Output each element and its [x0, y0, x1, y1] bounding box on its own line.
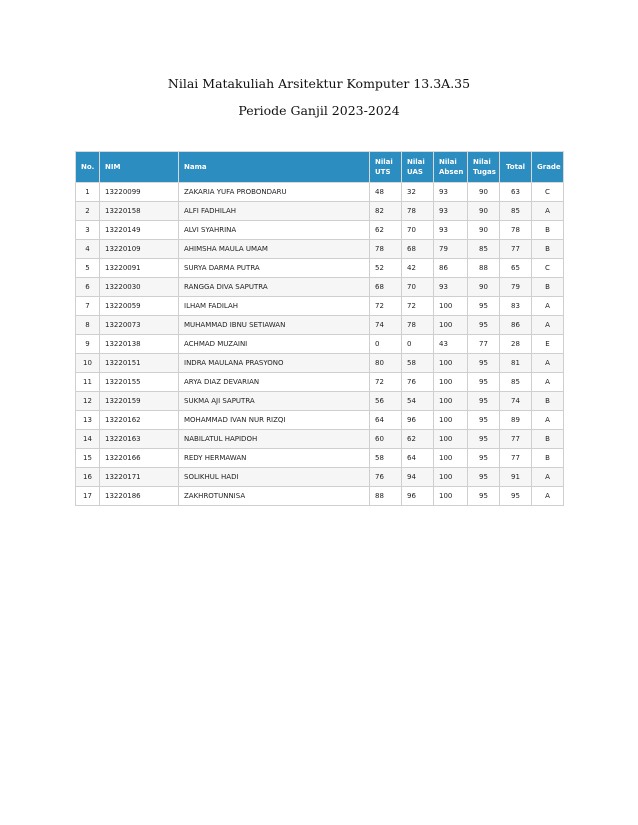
- cell-uas: 94: [402, 468, 434, 487]
- cell-total: 85: [500, 202, 532, 221]
- cell-grade: A: [532, 316, 564, 335]
- cell-grade: B: [532, 240, 564, 259]
- cell-total: 89: [500, 411, 532, 430]
- cell-uts: 68: [370, 278, 402, 297]
- header-uts: Nilai UTS: [370, 152, 402, 183]
- table-row: [76, 487, 564, 506]
- cell-grade: B: [532, 392, 564, 411]
- cell-nama: ZAKARIA YUFA PROBONDARU: [179, 183, 370, 202]
- cell-no: 3: [76, 221, 100, 240]
- cell-absen: 100: [434, 316, 468, 335]
- cell-uts: 78: [370, 240, 402, 259]
- cell-absen: 86: [434, 259, 468, 278]
- table-row: [76, 468, 564, 487]
- cell-grade: A: [532, 468, 564, 487]
- cell-nim: 13220186: [100, 487, 179, 506]
- cell-nama: ALVI SYAHRINA: [179, 221, 370, 240]
- table-row: [76, 392, 564, 411]
- page-title: Nilai Matakuliah Arsitektur Komputer 13.3A.35: [167, 76, 471, 91]
- table-row: [76, 411, 564, 430]
- cell-grade: A: [532, 354, 564, 373]
- header-absen: Nilai Absen: [434, 152, 468, 183]
- cell-tugas: 95: [468, 430, 500, 449]
- cell-nim: 13220099: [100, 183, 179, 202]
- cell-absen: 100: [434, 297, 468, 316]
- cell-no: 13: [76, 411, 100, 430]
- cell-tugas: 95: [468, 411, 500, 430]
- cell-absen: 93: [434, 221, 468, 240]
- cell-tugas: 90: [468, 278, 500, 297]
- cell-no: 9: [76, 335, 100, 354]
- page-subtitle: Periode Ganjil 2023-2024: [238, 103, 400, 118]
- cell-no: 10: [76, 354, 100, 373]
- cell-tugas: 95: [468, 297, 500, 316]
- table-body: [76, 183, 564, 506]
- cell-nama: ARYA DIAZ DEVARIAN: [179, 373, 370, 392]
- cell-tugas: 95: [468, 487, 500, 506]
- cell-no: 7: [76, 297, 100, 316]
- cell-uts: 64: [370, 411, 402, 430]
- cell-uts: 60: [370, 430, 402, 449]
- cell-absen: 100: [434, 354, 468, 373]
- cell-uas: 96: [402, 411, 434, 430]
- cell-uts: 58: [370, 449, 402, 468]
- cell-nim: 13220155: [100, 373, 179, 392]
- header-nama: Nama: [179, 152, 370, 183]
- cell-grade: C: [532, 259, 564, 278]
- cell-total: 65: [500, 259, 532, 278]
- cell-nama: ZAKHROTUNNISA: [179, 487, 370, 506]
- table-row: [76, 449, 564, 468]
- cell-nama: ACHMAD MUZAINI: [179, 335, 370, 354]
- cell-total: 86: [500, 316, 532, 335]
- table-row: [76, 430, 564, 449]
- cell-tugas: 95: [468, 373, 500, 392]
- cell-total: 85: [500, 373, 532, 392]
- cell-total: 28: [500, 335, 532, 354]
- cell-grade: A: [532, 373, 564, 392]
- grades-table: [75, 151, 564, 506]
- cell-total: 91: [500, 468, 532, 487]
- cell-uts: 82: [370, 202, 402, 221]
- cell-uts: 0: [370, 335, 402, 354]
- cell-total: 81: [500, 354, 532, 373]
- cell-grade: A: [532, 202, 564, 221]
- cell-nim: 13220091: [100, 259, 179, 278]
- cell-absen: 100: [434, 468, 468, 487]
- cell-total: 79: [500, 278, 532, 297]
- cell-nim: 13220059: [100, 297, 179, 316]
- cell-grade: B: [532, 449, 564, 468]
- cell-uts: 48: [370, 183, 402, 202]
- cell-tugas: 90: [468, 221, 500, 240]
- cell-grade: E: [532, 335, 564, 354]
- cell-total: 74: [500, 392, 532, 411]
- cell-uas: 42: [402, 259, 434, 278]
- cell-nama: MUHAMMAD IBNU SETIAWAN: [179, 316, 370, 335]
- cell-nim: 13220159: [100, 392, 179, 411]
- cell-no: 5: [76, 259, 100, 278]
- cell-grade: A: [532, 297, 564, 316]
- cell-absen: 100: [434, 487, 468, 506]
- cell-uts: 56: [370, 392, 402, 411]
- cell-tugas: 90: [468, 202, 500, 221]
- header-uas: Nilai UAS: [402, 152, 434, 183]
- cell-grade: C: [532, 183, 564, 202]
- table-row: [76, 316, 564, 335]
- table-row: [76, 373, 564, 392]
- cell-grade: A: [532, 411, 564, 430]
- cell-uts: 74: [370, 316, 402, 335]
- cell-nim: 13220109: [100, 240, 179, 259]
- table-row: [76, 354, 564, 373]
- cell-absen: 79: [434, 240, 468, 259]
- cell-no: 11: [76, 373, 100, 392]
- cell-total: 83: [500, 297, 532, 316]
- cell-nim: 13220162: [100, 411, 179, 430]
- cell-tugas: 77: [468, 335, 500, 354]
- cell-absen: 93: [434, 278, 468, 297]
- cell-no: 12: [76, 392, 100, 411]
- cell-uas: 72: [402, 297, 434, 316]
- cell-absen: 93: [434, 183, 468, 202]
- cell-uts: 76: [370, 468, 402, 487]
- cell-total: 78: [500, 221, 532, 240]
- cell-nama: SUKMA AJI SAPUTRA: [179, 392, 370, 411]
- cell-uas: 62: [402, 430, 434, 449]
- cell-total: 77: [500, 240, 532, 259]
- cell-nama: REDY HERMAWAN: [179, 449, 370, 468]
- cell-grade: B: [532, 221, 564, 240]
- cell-nama: ILHAM FADILAH: [179, 297, 370, 316]
- cell-no: 4: [76, 240, 100, 259]
- cell-tugas: 95: [468, 392, 500, 411]
- header-no: No.: [76, 152, 100, 183]
- cell-uas: 96: [402, 487, 434, 506]
- cell-nama: SOLIKHUL HADI: [179, 468, 370, 487]
- cell-nama: NABILATUL HAPIDOH: [179, 430, 370, 449]
- cell-uas: 78: [402, 202, 434, 221]
- cell-no: 2: [76, 202, 100, 221]
- cell-nim: 13220166: [100, 449, 179, 468]
- cell-nama: SURYA DARMA PUTRA: [179, 259, 370, 278]
- cell-tugas: 85: [468, 240, 500, 259]
- cell-uas: 78: [402, 316, 434, 335]
- cell-absen: 100: [434, 373, 468, 392]
- header-tugas: Nilai Tugas: [468, 152, 500, 183]
- cell-no: 14: [76, 430, 100, 449]
- cell-nama: RANGGA DIVA SAPUTRA: [179, 278, 370, 297]
- cell-uas: 64: [402, 449, 434, 468]
- cell-absen: 100: [434, 392, 468, 411]
- cell-tugas: 95: [468, 316, 500, 335]
- table-header: [76, 152, 564, 183]
- cell-no: 8: [76, 316, 100, 335]
- cell-nama: ALFI FADHILAH: [179, 202, 370, 221]
- header-nim: NIM: [100, 152, 179, 183]
- cell-uts: 62: [370, 221, 402, 240]
- cell-uas: 0: [402, 335, 434, 354]
- cell-tugas: 90: [468, 183, 500, 202]
- table-row: [76, 183, 564, 202]
- cell-uas: 70: [402, 221, 434, 240]
- cell-absen: 93: [434, 202, 468, 221]
- cell-nim: 13220138: [100, 335, 179, 354]
- cell-nim: 13220163: [100, 430, 179, 449]
- cell-nim: 13220030: [100, 278, 179, 297]
- cell-total: 63: [500, 183, 532, 202]
- cell-uts: 88: [370, 487, 402, 506]
- cell-no: 15: [76, 449, 100, 468]
- cell-tugas: 95: [468, 449, 500, 468]
- table-row: [76, 259, 564, 278]
- cell-nim: 13220158: [100, 202, 179, 221]
- cell-uas: 70: [402, 278, 434, 297]
- table-row: [76, 297, 564, 316]
- header-total: Total: [500, 152, 532, 183]
- cell-nim: 13220073: [100, 316, 179, 335]
- cell-absen: 100: [434, 449, 468, 468]
- cell-no: 1: [76, 183, 100, 202]
- cell-uas: 68: [402, 240, 434, 259]
- cell-nama: INDRA MAULANA PRASYONO: [179, 354, 370, 373]
- cell-grade: B: [532, 430, 564, 449]
- cell-uts: 52: [370, 259, 402, 278]
- cell-uts: 72: [370, 297, 402, 316]
- cell-total: 77: [500, 449, 532, 468]
- cell-nama: AHIMSHA MAULA UMAM: [179, 240, 370, 259]
- table-row: [76, 240, 564, 259]
- cell-absen: 100: [434, 430, 468, 449]
- cell-total: 77: [500, 430, 532, 449]
- table-row: [76, 335, 564, 354]
- cell-absen: 43: [434, 335, 468, 354]
- cell-absen: 100: [434, 411, 468, 430]
- header-grade: Grade: [532, 152, 564, 183]
- table-row: [76, 202, 564, 221]
- cell-nama: MOHAMMAD IVAN NUR RIZQI: [179, 411, 370, 430]
- cell-uas: 58: [402, 354, 434, 373]
- cell-no: 17: [76, 487, 100, 506]
- cell-no: 16: [76, 468, 100, 487]
- cell-nim: 13220149: [100, 221, 179, 240]
- cell-tugas: 88: [468, 259, 500, 278]
- cell-tugas: 95: [468, 354, 500, 373]
- cell-nim: 13220171: [100, 468, 179, 487]
- cell-tugas: 95: [468, 468, 500, 487]
- table-row: [76, 278, 564, 297]
- cell-grade: A: [532, 487, 564, 506]
- cell-uts: 80: [370, 354, 402, 373]
- cell-no: 6: [76, 278, 100, 297]
- cell-uas: 76: [402, 373, 434, 392]
- cell-total: 95: [500, 487, 532, 506]
- cell-grade: B: [532, 278, 564, 297]
- cell-uas: 54: [402, 392, 434, 411]
- cell-uas: 32: [402, 183, 434, 202]
- table-row: [76, 221, 564, 240]
- cell-uts: 72: [370, 373, 402, 392]
- cell-nim: 13220151: [100, 354, 179, 373]
